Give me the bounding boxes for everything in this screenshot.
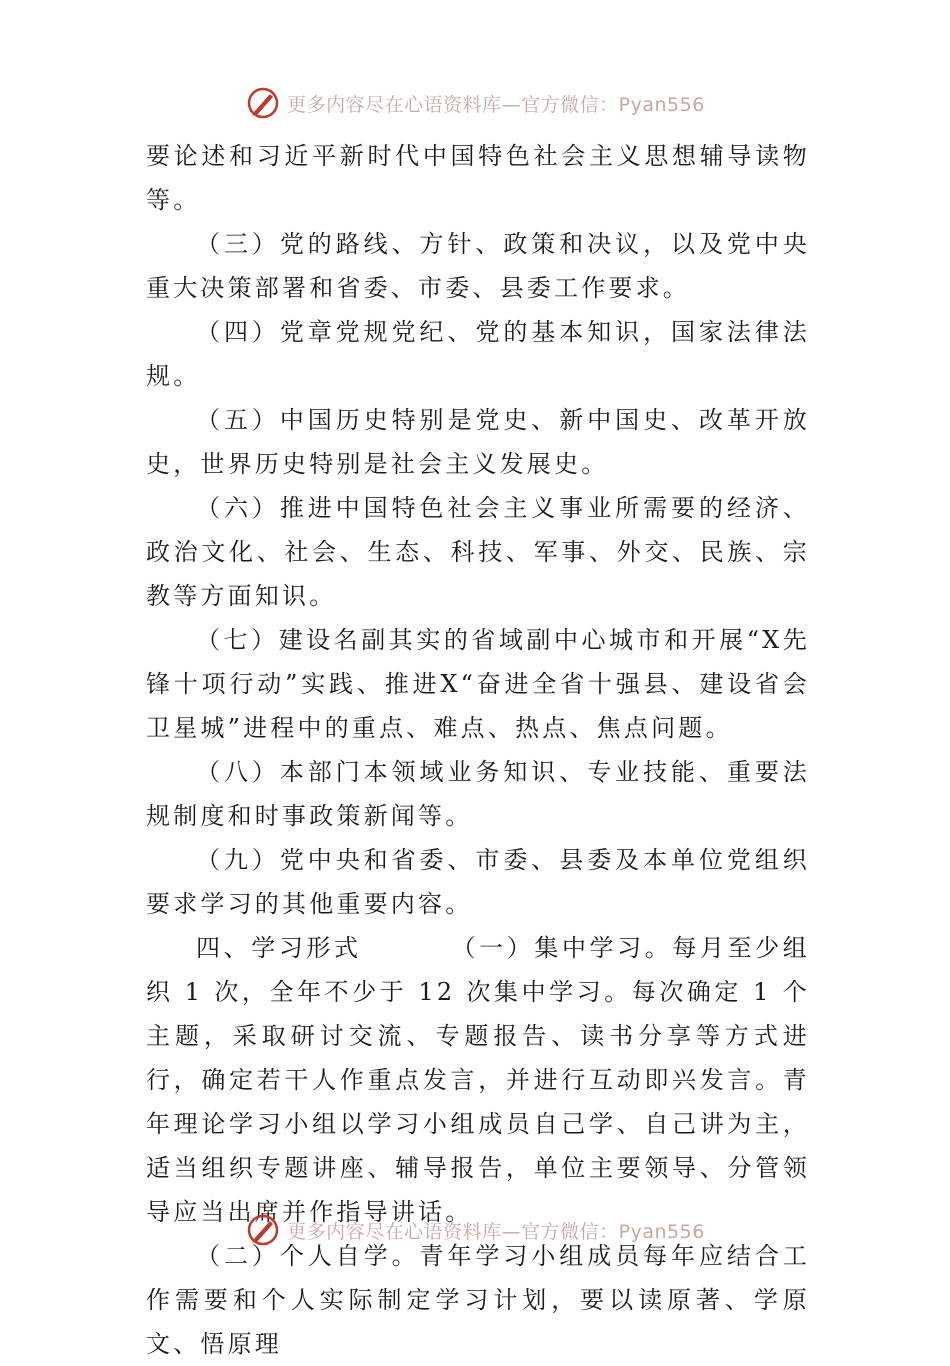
paragraph-4: （五）中国历史特别是党史、新中国史、改革开放史，世界历史特别是社会主义发展史。 [146,406,810,478]
watermark-text: 更多内容尽在心语资料库—官方微信：Pyan556 [287,93,705,116]
pen-logo-icon [245,85,281,121]
pen-logo-icon [245,1212,281,1248]
header-watermark-banner [0,83,950,123]
paragraph-8: （九）党中央和省委、市委、县委及本单位党组织要求学习的其他重要内容。 [146,846,810,918]
paragraph-6: （七）建设名副其实的省域副中心城市和开展“X先锋十项行动”实践、推进X“奋进全省十强县、建设省会卫星城”进程中的重点、难点、热点、焦点问题。 [146,626,810,742]
paragraph-5: （六）推进中国特色社会主义事业所需要的经济、政治文化、社会、生态、科技、军事、外交、民族、宗教等方面知识。 [146,494,810,610]
footer-watermark-banner [0,1210,950,1250]
paragraph-2: （三）党的路线、方针、政策和决议，以及党中央重大决策部署和省委、市委、县委工作要求。 [146,230,810,302]
paragraph-1: 要论述和习近平新时代中国特色社会主义思想辅导读物等。 [146,142,810,214]
watermark-text: 更多内容尽在心语资料库—官方微信：Pyan556 [287,1220,705,1243]
paragraph-9: 四、学习形式 （一）集中学习。每月至少组织 1 次，全年不少于 12 次集中学习。每次确定 1 个主题，采取研讨交流、专题报告、读书分享等方式进行，确定若干人作重点发言，并进行互动即兴发言。青年理论学习小组以学习小组成员自己学、自己讲为主，适当组织专题讲座、辅导报告，单位主要领导、分管领导应当出席并作指导讲话。 [146,934,810,1226]
paragraph-7: （八）本部门本领域业务知识、专业技能、重要法规制度和时事政策新闻等。 [146,758,810,830]
paragraph-10: （二）个人自学。青年学习小组成员每年应结合工作需要和个人实际制定学习计划，要以读原著、学原文、悟原理 [146,1242,810,1358]
paragraph-3: （四）党章党规党纪、党的基本知识，国家法律法规。 [146,318,810,390]
document-body [146,134,810,1366]
